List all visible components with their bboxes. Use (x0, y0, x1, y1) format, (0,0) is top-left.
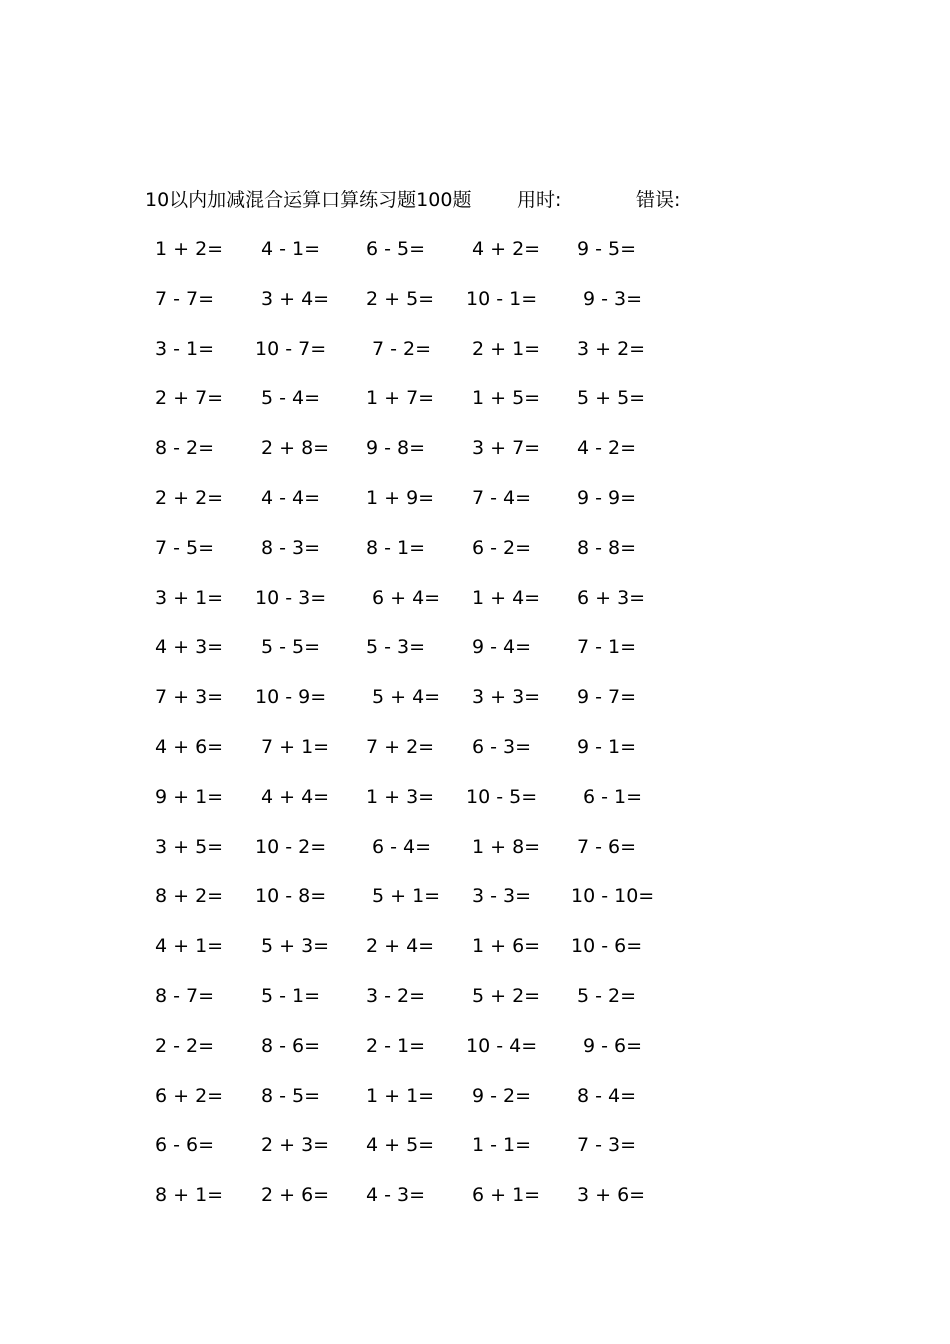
problem-cell: 6 - 6= (155, 1134, 215, 1157)
problem-row (0, 234, 950, 284)
problem-cell: 3 + 4= (261, 287, 330, 310)
problem-cell: 8 - 5= (261, 1084, 321, 1107)
problem-cell: 2 + 6= (261, 1184, 330, 1207)
problem-cell: 5 + 4= (372, 686, 441, 709)
problem-cell: 3 - 3= (472, 885, 532, 908)
problem-cell: 8 + 2= (155, 885, 224, 908)
problem-cell: 7 + 2= (366, 735, 435, 758)
problem-row (0, 533, 950, 583)
problem-cell: 5 - 1= (261, 984, 321, 1007)
problem-cell: 8 - 3= (261, 536, 321, 559)
problem-cell: 6 - 1= (583, 785, 643, 808)
problem-cell: 4 + 5= (366, 1134, 435, 1157)
problem-cell: 9 - 4= (472, 636, 532, 659)
problem-cell: 5 + 2= (472, 984, 541, 1007)
problem-cell: 6 - 4= (372, 835, 432, 858)
problem-cell: 8 + 1= (155, 1184, 224, 1207)
problem-cell: 2 - 2= (155, 1034, 215, 1057)
problem-cell: 3 + 1= (155, 586, 224, 609)
problem-cell: 9 - 8= (366, 437, 426, 460)
problem-cell: 1 - 1= (472, 1134, 532, 1157)
problem-cell: 3 - 2= (366, 984, 426, 1007)
problem-cell: 1 + 9= (366, 486, 435, 509)
problem-cell: 10 - 6= (571, 935, 643, 958)
problem-cell: 5 + 1= (372, 885, 441, 908)
problem-cell: 10 - 7= (255, 337, 327, 360)
problem-cell: 8 - 6= (261, 1034, 321, 1057)
problem-cell: 3 - 1= (155, 337, 215, 360)
problem-cell: 3 + 7= (472, 437, 541, 460)
problem-cell: 7 - 3= (577, 1134, 637, 1157)
problem-cell: 1 + 5= (472, 387, 541, 410)
problem-cell: 9 - 9= (577, 486, 637, 509)
problem-row (0, 483, 950, 533)
problem-cell: 4 + 6= (155, 735, 224, 758)
problem-row (0, 1130, 950, 1180)
problem-cell: 10 - 9= (255, 686, 327, 709)
problem-cell: 4 + 1= (155, 935, 224, 958)
problem-cell: 8 - 4= (577, 1084, 637, 1107)
problem-cell: 2 - 1= (366, 1034, 426, 1057)
problem-cell: 1 + 6= (472, 935, 541, 958)
problem-cell: 8 - 7= (155, 984, 215, 1007)
problem-cell: 8 - 1= (366, 536, 426, 559)
problem-cell: 5 + 3= (261, 935, 330, 958)
worksheet-title: 10以内加减混合运算口算练习题100题 (145, 189, 472, 211)
worksheet-header (145, 186, 745, 214)
problem-cell: 3 + 2= (577, 337, 646, 360)
problem-cell: 2 + 8= (261, 437, 330, 460)
problem-cell: 7 + 1= (261, 735, 330, 758)
problem-row (0, 383, 950, 433)
problem-cell: 3 + 3= (472, 686, 541, 709)
problem-cell: 7 - 2= (372, 337, 432, 360)
problem-cell: 8 - 2= (155, 437, 215, 460)
problem-cell: 9 - 5= (577, 238, 637, 260)
problem-row (0, 632, 950, 682)
problem-cell: 2 + 4= (366, 935, 435, 958)
problem-cell: 9 - 3= (583, 287, 643, 310)
problem-cell: 7 - 4= (472, 486, 532, 509)
problem-row (0, 682, 950, 732)
problem-row (0, 583, 950, 633)
problem-cell: 6 - 5= (366, 238, 426, 260)
problem-cell: 2 + 3= (261, 1134, 330, 1157)
problem-row (0, 1031, 950, 1081)
problem-cell: 1 + 7= (366, 387, 435, 410)
problem-cell: 3 + 6= (577, 1184, 646, 1207)
problem-row (0, 433, 950, 483)
problem-cell: 4 - 4= (261, 486, 321, 509)
problem-cell: 10 - 2= (255, 835, 327, 858)
problem-row (0, 1081, 950, 1131)
problem-cell: 4 + 2= (472, 238, 541, 260)
problem-cell: 6 - 3= (472, 735, 532, 758)
problem-cell: 5 - 3= (366, 636, 426, 659)
problem-cell: 3 + 5= (155, 835, 224, 858)
errors-label: 错误: (636, 189, 681, 211)
problem-cell: 10 - 1= (466, 287, 538, 310)
problem-row (0, 832, 950, 882)
problem-cell: 7 - 1= (577, 636, 637, 659)
problem-row (0, 881, 950, 931)
problem-cell: 4 - 2= (577, 437, 637, 460)
problem-cell: 6 + 3= (577, 586, 646, 609)
problem-cell: 4 - 1= (261, 238, 321, 260)
problem-cell: 1 + 3= (366, 785, 435, 808)
problem-row (0, 732, 950, 782)
problem-cell: 7 + 3= (155, 686, 224, 709)
problem-row (0, 1180, 950, 1230)
problem-cell: 10 - 4= (466, 1034, 538, 1057)
problem-cell: 5 - 5= (261, 636, 321, 659)
problem-cell: 1 + 8= (472, 835, 541, 858)
problem-cell: 9 - 2= (472, 1084, 532, 1107)
problem-row (0, 931, 950, 981)
problem-cell: 4 + 3= (155, 636, 224, 659)
problem-cell: 9 - 7= (577, 686, 637, 709)
problem-cell: 10 - 3= (255, 586, 327, 609)
problem-cell: 9 - 1= (577, 735, 637, 758)
problem-cell: 1 + 4= (472, 586, 541, 609)
problem-cell: 1 + 2= (155, 238, 224, 260)
problem-cell: 9 + 1= (155, 785, 224, 808)
problem-cell: 6 - 2= (472, 536, 532, 559)
problem-cell: 2 + 5= (366, 287, 435, 310)
problem-row (0, 782, 950, 832)
problem-grid (0, 234, 950, 1230)
problem-cell: 5 + 5= (577, 387, 646, 410)
problem-cell: 9 - 6= (583, 1034, 643, 1057)
problem-cell: 10 - 5= (466, 785, 538, 808)
problem-cell: 4 + 4= (261, 785, 330, 808)
problem-cell: 6 + 2= (155, 1084, 224, 1107)
problem-cell: 2 + 7= (155, 387, 224, 410)
problem-cell: 2 + 2= (155, 486, 224, 509)
problem-cell: 8 - 8= (577, 536, 637, 559)
problem-cell: 7 - 7= (155, 287, 215, 310)
problem-cell: 5 - 4= (261, 387, 321, 410)
time-used-label: 用时: (517, 189, 562, 211)
problem-row (0, 981, 950, 1031)
problem-cell: 7 - 5= (155, 536, 215, 559)
problem-cell: 6 + 4= (372, 586, 441, 609)
problem-cell: 1 + 1= (366, 1084, 435, 1107)
problem-row (0, 334, 950, 384)
problem-cell: 7 - 6= (577, 835, 637, 858)
problem-row (0, 284, 950, 334)
problem-cell: 2 + 1= (472, 337, 541, 360)
problem-cell: 5 - 2= (577, 984, 637, 1007)
problem-cell: 6 + 1= (472, 1184, 541, 1207)
problem-cell: 10 - 10= (571, 885, 655, 908)
problem-cell: 10 - 8= (255, 885, 327, 908)
problem-cell: 4 - 3= (366, 1184, 426, 1207)
